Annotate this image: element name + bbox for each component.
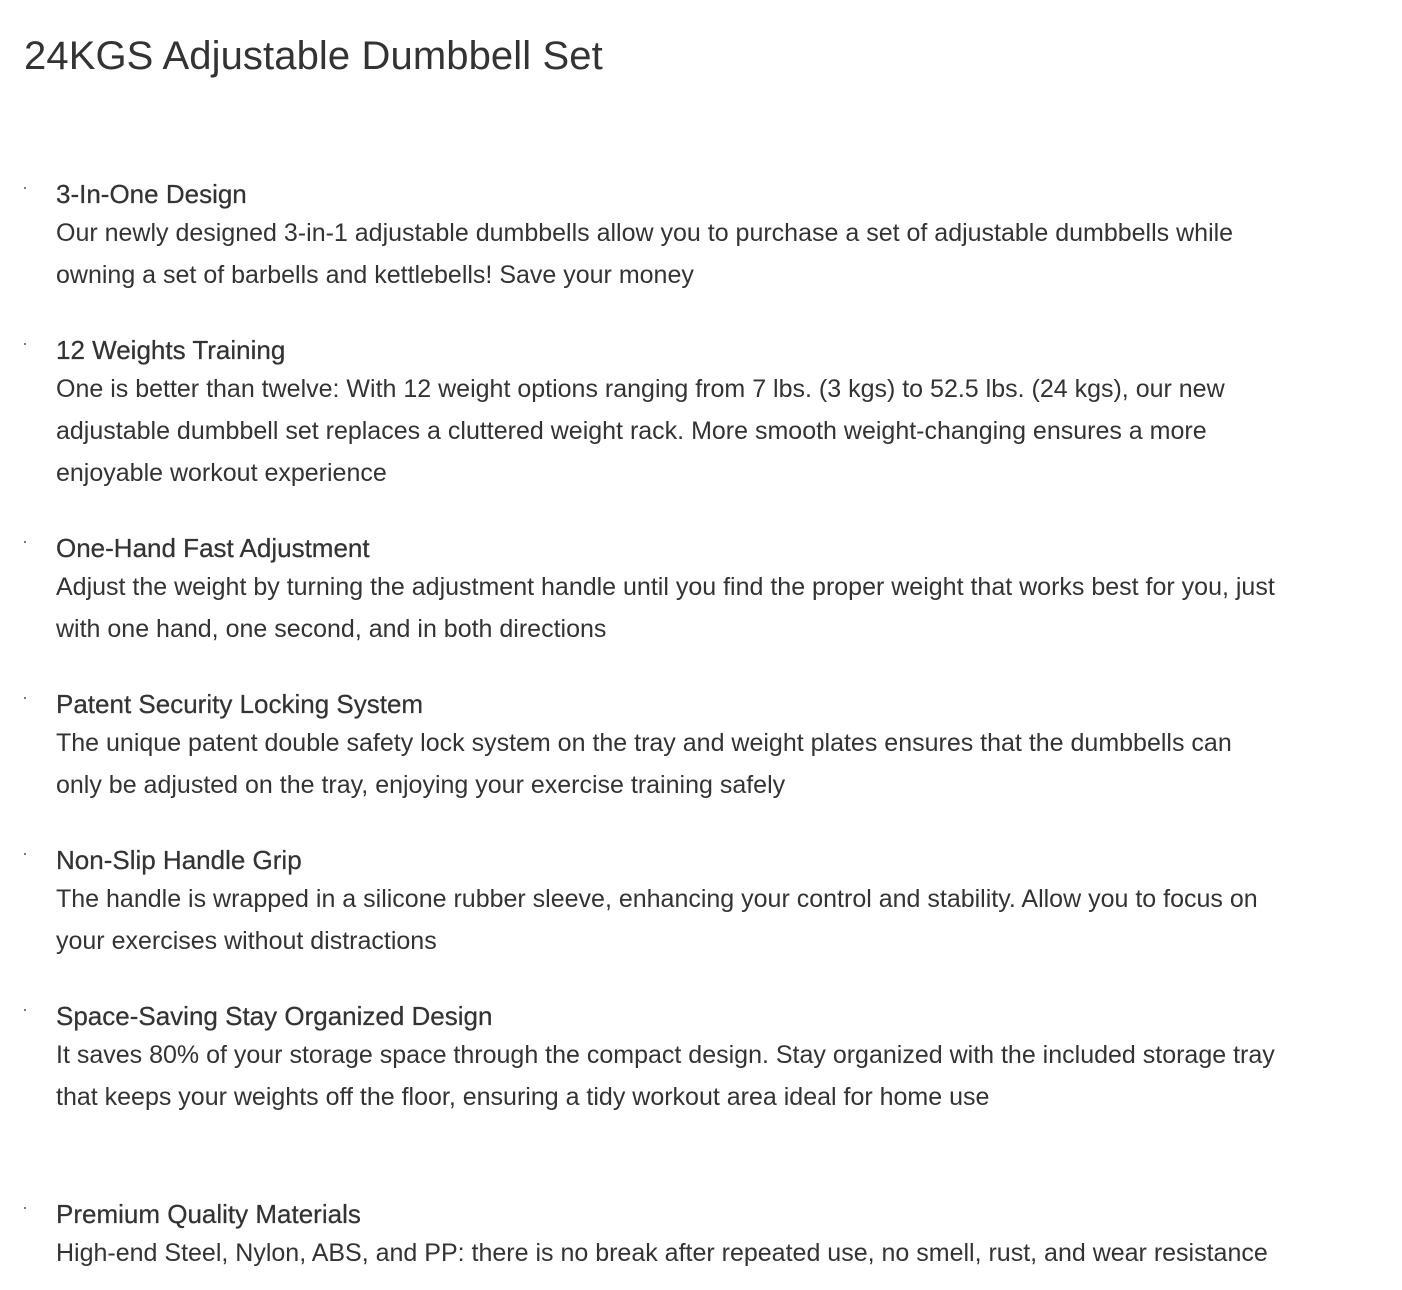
feature-description: One is better than twelve: With 12 weight options ranging from 7 lbs. (3 kgs) to 52.5 lbs. (24 kgs), our new adjustable dumbbell set replaces a cluttered weight rack. More smooth weight-changing ensures a more enjoyable workout experience xyxy=(56,375,1225,487)
feature-description: The handle is wrapped in a silicone rubber sleeve, enhancing your control and stability. Allow you to focus on your exercises without distractions xyxy=(56,885,1258,955)
feature-description: Our newly designed 3-in-1 adjustable dumbbells allow you to purchase a set of adjustable dumbbells while owning a set of barbells and kettlebells! Save your money xyxy=(56,219,1234,289)
bullet-icon xyxy=(24,1207,26,1209)
feature-item-patent-security-locking-system xyxy=(24,686,1284,806)
feature-description: Adjust the weight by turning the adjustment handle until you find the proper weight that works best for you, just with one hand, one second, and in both directions xyxy=(56,573,1275,643)
feature-heading: Space-Saving Stay Organized Design xyxy=(56,1001,493,1031)
bullet-icon xyxy=(24,853,26,855)
feature-item-one-hand-fast-adjustment xyxy=(24,530,1284,650)
feature-description: It saves 80% of your storage space through the compact design. Stay organized with the included storage tray that keeps your weights off the floor, ensuring a tidy workout area ideal for home use xyxy=(56,1041,1275,1111)
bullet-icon xyxy=(24,187,26,189)
feature-heading: Non-Slip Handle Grip xyxy=(56,845,302,875)
bullet-icon xyxy=(24,1009,26,1011)
page-title: 24KGS Adjustable Dumbbell Set xyxy=(24,34,603,78)
feature-heading: One-Hand Fast Adjustment xyxy=(56,533,370,563)
feature-item-space-saving-design xyxy=(24,998,1284,1118)
bullet-icon xyxy=(24,343,26,345)
feature-heading: 3-In-One Design xyxy=(56,179,247,209)
bullet-icon xyxy=(24,541,26,543)
feature-heading: Premium Quality Materials xyxy=(56,1199,361,1229)
feature-item-3-in-one-design xyxy=(24,176,1284,296)
feature-item-premium-quality-materials xyxy=(24,1196,1284,1274)
feature-heading: Patent Security Locking System xyxy=(56,689,424,719)
feature-item-non-slip-handle-grip xyxy=(24,842,1284,962)
feature-item-12-weights-training xyxy=(24,332,1284,494)
feature-heading: 12 Weights Training xyxy=(56,335,286,365)
feature-description: The unique patent double safety lock system on the tray and weight plates ensures that the dumbbells can only be adjusted on the tray, enjoying your exercise training safely xyxy=(56,729,1232,799)
feature-description: High-end Steel, Nylon, ABS, and PP: there is no break after repeated use, no smell, rust, and wear resistance xyxy=(56,1239,1268,1267)
bullet-icon xyxy=(24,697,26,699)
